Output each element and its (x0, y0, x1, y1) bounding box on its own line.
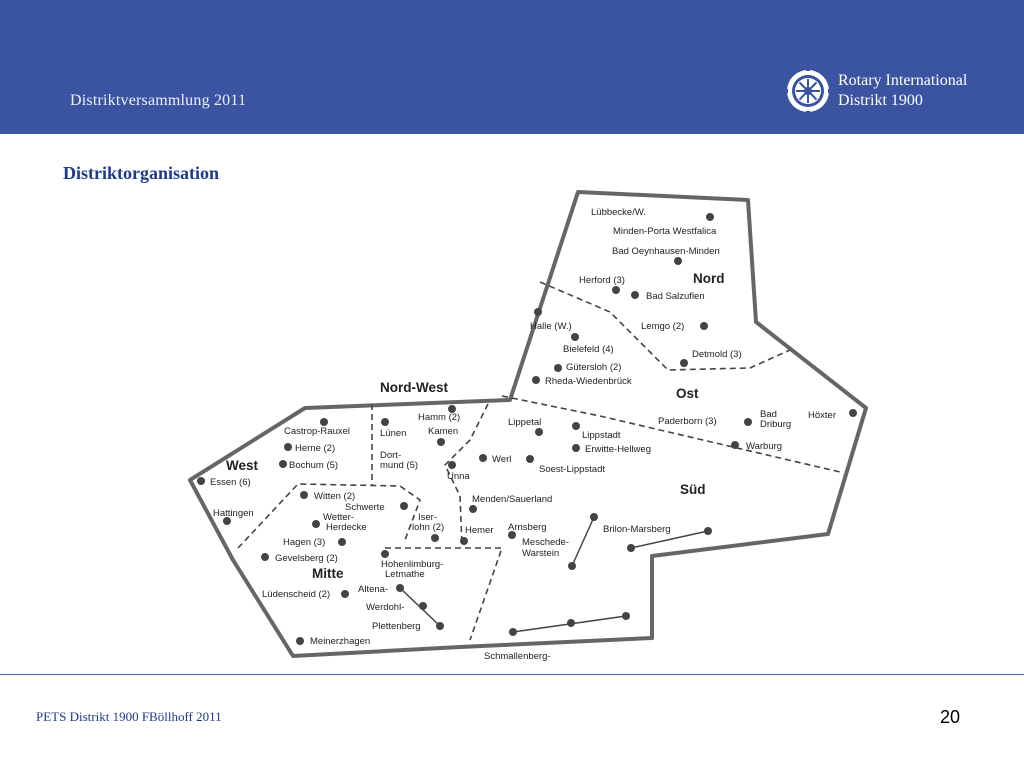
city-plettenberg: Plettenberg (372, 621, 421, 632)
slide-title: Distriktorganisation (63, 163, 220, 183)
city-dot (312, 520, 320, 528)
city-herford: Herford (3) (579, 275, 625, 286)
footer-divider (0, 674, 1024, 675)
city-dot (197, 477, 205, 485)
city-detmold: Detmold (3) (692, 349, 742, 360)
city-brilon: Brilon-Marsberg (603, 524, 671, 535)
city-luebbecke: Lübbecke/W. (591, 207, 646, 218)
region-nord: Nord (693, 271, 725, 286)
region-west: West (226, 458, 259, 473)
city-dot (509, 628, 517, 636)
org-name (838, 71, 967, 111)
city-dot (744, 418, 752, 426)
city-dot (320, 418, 328, 426)
region-ost: Ost (676, 386, 699, 401)
city-dot (436, 622, 444, 630)
city-bochum: Bochum (5) (289, 460, 339, 471)
city-schmallenberg: Schmallenberg- (484, 651, 551, 662)
city-dot (849, 409, 857, 417)
city-dot (381, 550, 389, 558)
footer-text: PETS Distrikt 1900 FBöllhoff 2011 (36, 709, 222, 724)
city-lemgo: Lemgo (2) (641, 321, 685, 332)
city-erwitte: Erwitte-Hellweg (585, 444, 651, 455)
city-dot (419, 602, 427, 610)
city-meschede-2: Warstein (522, 548, 560, 559)
city-dot (469, 505, 477, 513)
city-dot (448, 461, 456, 469)
city-guetersloh: Gütersloh (2) (566, 362, 622, 373)
city-arnsberg: Arnsberg (508, 522, 547, 533)
city-luedenscheid: Lüdenscheid (2) (262, 589, 331, 600)
city-dot (631, 291, 639, 299)
city-dot (627, 544, 635, 552)
city-dot (400, 502, 408, 510)
city-hemer: Hemer (465, 525, 494, 536)
city-wetter-1: Wetter- (323, 512, 354, 523)
border-nordwest-ost (502, 396, 840, 472)
page-number: 20 (940, 707, 961, 727)
city-soest: Soest-Lippstadt (539, 464, 606, 475)
city-witten: Witten (2) (314, 491, 356, 502)
city-dot (341, 590, 349, 598)
city-bad-driburg-2: Driburg (760, 419, 792, 430)
city-dot (535, 428, 543, 436)
city-dot (526, 455, 534, 463)
city-werl: Werl (492, 454, 512, 465)
city-dot (338, 538, 346, 546)
city-dot (431, 534, 439, 542)
city-essen: Essen (6) (210, 477, 251, 488)
city-dot (572, 444, 580, 452)
city-kamen: Kamen (428, 426, 459, 437)
city-schwerte: Schwerte (345, 502, 385, 513)
city-dot (296, 637, 304, 645)
city-paderborn: Paderborn (3) (658, 416, 717, 427)
city-dot (571, 333, 579, 341)
city-dortmund-2: mund (5) (380, 460, 419, 471)
city-dot (572, 422, 580, 430)
header-bar (0, 0, 1024, 134)
city-hohenlimburg-1: Hohenlimburg- (381, 559, 444, 570)
city-lippstadt: Lippstadt (582, 430, 621, 441)
city-dot (568, 562, 576, 570)
city-iserlohn-2: lohn (2) (412, 522, 445, 533)
city-hamm: Hamm (2) (418, 412, 461, 423)
city-meinerzhagen: Meinerzhagen (310, 636, 371, 647)
city-hattingen: Hattingen (213, 508, 254, 519)
city-unna: Unna (447, 471, 470, 482)
region-nord-west: Nord-West (380, 380, 449, 395)
city-werdohl: Werdohl- (366, 602, 405, 613)
city-hoexter: Höxter (808, 410, 836, 421)
city-hohenlimburg-2: Letmathe (385, 569, 425, 580)
city-dot (622, 612, 630, 620)
city-dot (731, 441, 739, 449)
city-dortmund-1: Dort- (380, 450, 402, 461)
city-bad-oeynhausen: Bad Oeynhausen-Minden (612, 246, 720, 257)
city-dot (381, 418, 389, 426)
city-dot (706, 213, 714, 221)
city-gevelsberg: Gevelsberg (2) (275, 553, 338, 564)
city-dot (300, 491, 308, 499)
city-dot (284, 443, 292, 451)
city-minden: Minden-Porta Westfalica (613, 226, 717, 237)
city-meschede-1: Meschede- (522, 537, 569, 548)
city-warburg: Warburg (746, 441, 783, 452)
rotary-wheel-icon (785, 68, 831, 114)
city-bad-driburg-1: Bad (760, 409, 777, 420)
header-title: Distriktversammlung 2011 (70, 92, 247, 109)
region-sued: Süd (680, 482, 706, 497)
city-dot (261, 553, 269, 561)
city-altena: Altena- (358, 584, 389, 595)
city-dot (674, 257, 682, 265)
city-dot (460, 537, 468, 545)
city-castrop: Castrop-Rauxel (284, 426, 350, 437)
city-dot (612, 286, 620, 294)
city-dot (680, 359, 688, 367)
city-bad-salzuflen: Bad Salzuflen (646, 291, 705, 302)
city-rheda: Rheda-Wiedenbrück (545, 376, 632, 387)
city-dot (437, 438, 445, 446)
city-menden: Menden/Sauerland (472, 494, 553, 505)
city-dot (567, 619, 575, 627)
city-hagen: Hagen (3) (283, 537, 326, 548)
city-dot (279, 460, 287, 468)
city-dot (704, 527, 712, 535)
org-line-2: Distrikt 1900 (838, 92, 923, 109)
city-dot (554, 364, 562, 372)
region-mitte: Mitte (312, 566, 344, 581)
city-dot (396, 584, 404, 592)
org-line-1: Rotary International (838, 72, 968, 89)
city-luenen: Lünen (380, 428, 407, 439)
city-halle: Halle (W.) (530, 321, 572, 332)
city-herne: Herne (2) (295, 443, 336, 454)
city-dot (700, 322, 708, 330)
city-bielefeld: Bielefeld (4) (563, 344, 614, 355)
city-dot (590, 513, 598, 521)
city-dot (534, 308, 542, 316)
city-dot (532, 376, 540, 384)
city-dot (479, 454, 487, 462)
district-map (180, 180, 880, 665)
city-wetter-2: Herdecke (326, 522, 367, 533)
city-lippetal: Lippetal (508, 417, 542, 428)
city-iserlohn-1: Iser- (418, 512, 437, 523)
